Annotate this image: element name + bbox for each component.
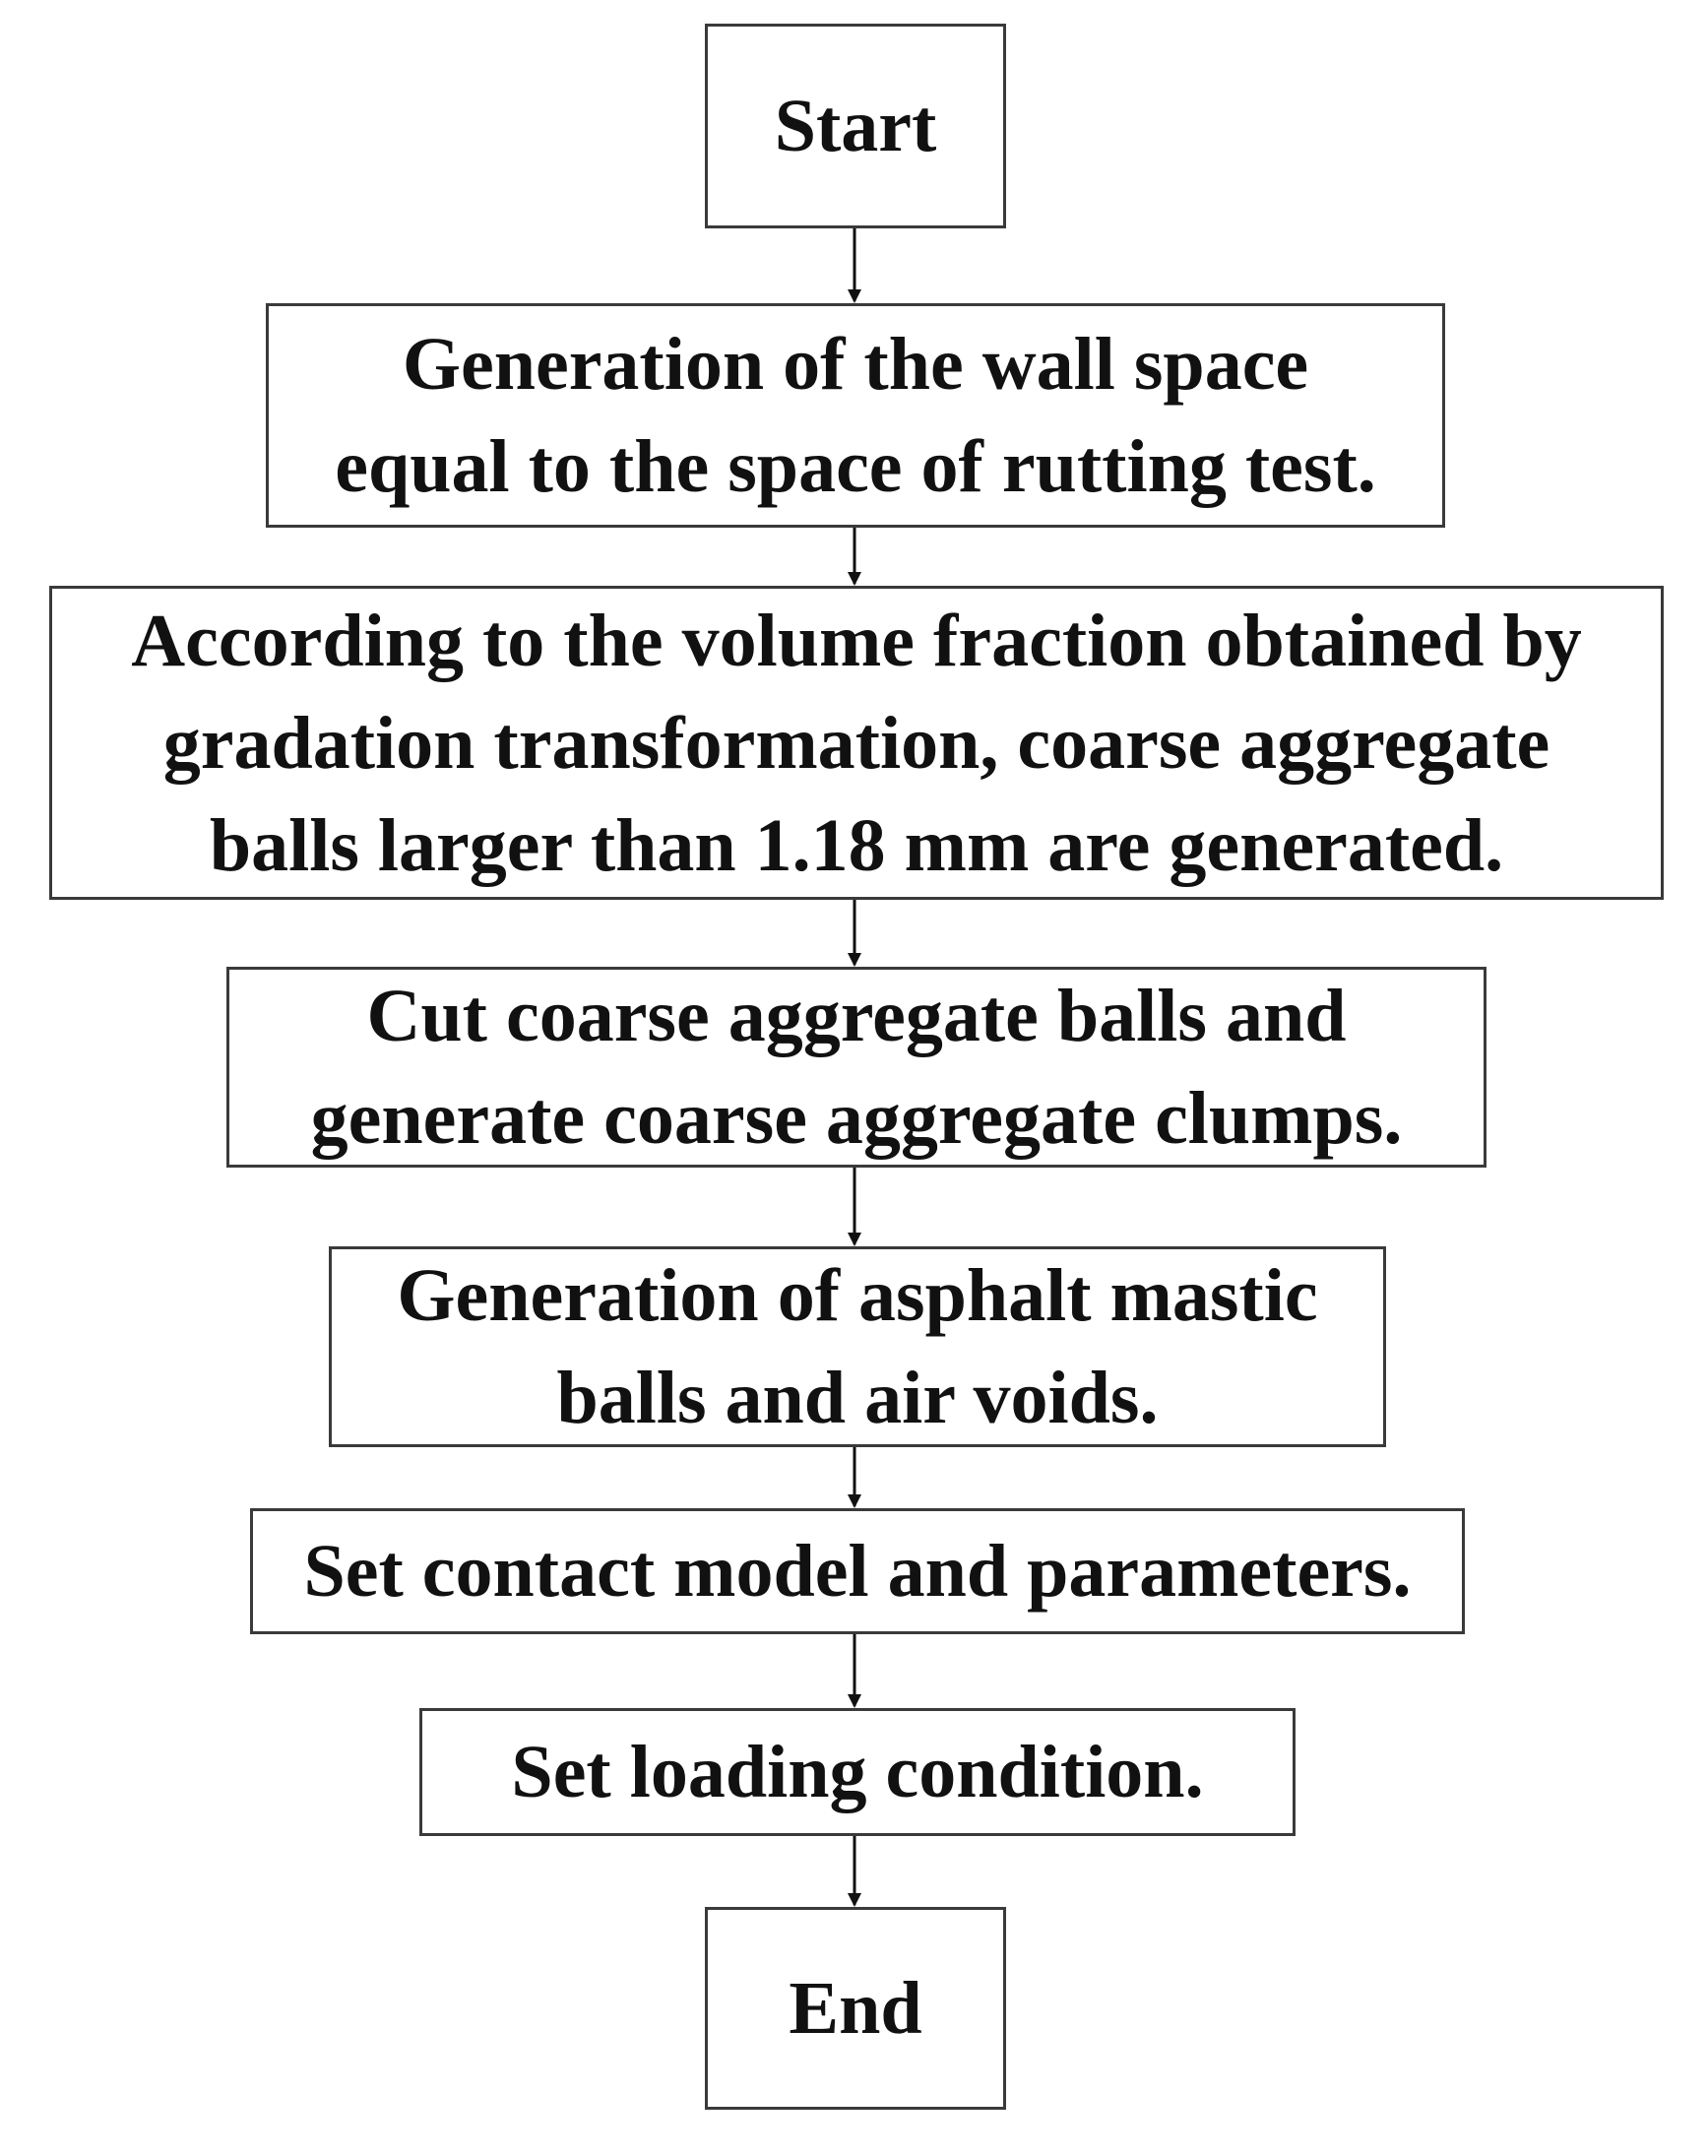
clumps-step-line-2: generate coarse aggregate clumps. [310, 1077, 1403, 1160]
contact-step-line-1: Set contact model and parameters. [303, 1530, 1412, 1613]
end-label: End [789, 1967, 922, 2050]
coarse-step-line-3: balls larger than 1.18 mm are generated. [209, 803, 1504, 887]
loading-step-line-1: Set loading condition. [511, 1731, 1204, 1813]
contact-model-step [250, 1508, 1465, 1634]
coarse-aggregate-balls-step [49, 586, 1664, 900]
coarse-step-line-2: gradation transformation, coarse aggregate [162, 701, 1550, 785]
loading-condition-step [419, 1708, 1296, 1836]
end-node [705, 1907, 1006, 2110]
mastic-step-line-1: Generation of asphalt mastic [397, 1254, 1318, 1337]
mastic-step-line-2: balls and air voids. [556, 1357, 1159, 1439]
wall-step-line-1: Generation of the wall space [402, 323, 1309, 406]
wall-generation-step [266, 303, 1445, 528]
coarse-step-line-1: According to the volume fraction obtained by [131, 599, 1582, 682]
wall-step-line-2: equal to the space of rutting test. [335, 425, 1376, 508]
asphalt-mastic-step [329, 1246, 1386, 1447]
start-node [705, 24, 1006, 228]
start-label: Start [774, 85, 937, 167]
clumps-step-line-1: Cut coarse aggregate balls and [366, 975, 1347, 1057]
coarse-aggregate-clumps-step [226, 967, 1487, 1168]
